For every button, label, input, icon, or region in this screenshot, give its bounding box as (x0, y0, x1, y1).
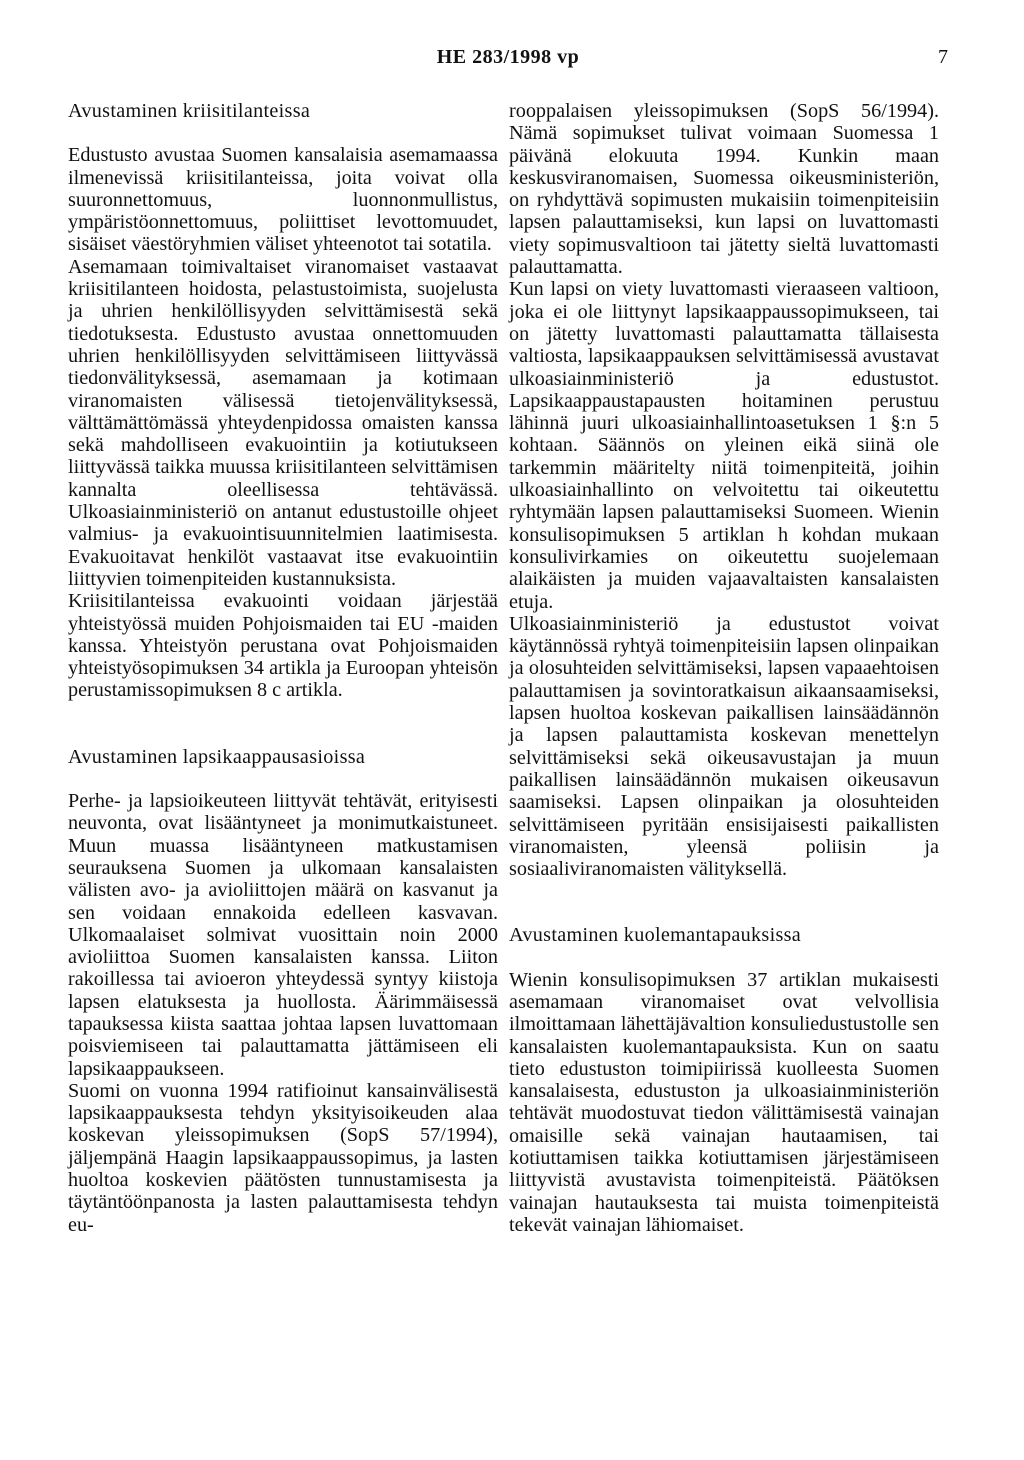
section-heading-crisis: Avustaminen kriisitilanteissa (68, 100, 311, 122)
document-reference: HE 283/1998 vp (436, 46, 580, 68)
paragraph: Kun lapsi on viety luvattomasti vieraaseen valtioon, joka ei ole liittynyt lapsikaappaussopimukseen, tai on jätetty luvattomasti palauttamatta tällaisesta valtiosta, lapsikaappauksen selvittämisessä avustavat ulkoasiainministeriö ja edustustot. Lapsikaappaustapausten hoitaminen perustuu lähinnä juuri ulkoasiainhallintoasetuksen 1 §:n 5 kohtaan. Säännös on yleinen eikä siinä ole tarkemmin määritelty niitä toimenpiteitä, joihin ulkoasiainhallinto on velvoitettu tai oikeutettu ryhtymään lapsen palauttamiseksi Suomeen. Wienin konsulisopimuksen 5 artiklan h kohdan mukaan konsulivirkamies on oikeutettu suojelemaan alaikäisten ja muiden vajaavaltaisten kansalaisten etuja. (509, 278, 939, 613)
left-column (68, 100, 498, 1236)
paragraph: Suomi on vuonna 1994 ratifioinut kansainvälisestä lapsikaappauksesta tehdyn yksityisoikeuden alaa koskevan yleissopimuksen (SopS 57/1994), jäljempänä Haagin lapsikaappaussopimus, ja lasten huoltoa koskevien päätösten tunnustamisesta ja täytäntöönpanosta ja lasten palauttamisesta tehdyn eu- (68, 1079, 498, 1236)
section-heading-child-abduction: Avustaminen lapsikaappausasioissa (68, 745, 366, 768)
section-heading-deaths: Avustaminen kuolemantapauksissa (509, 924, 802, 947)
paragraph: rooppalaisen yleissopimuksen (SopS 56/1994). Nämä sopimukset tulivat voimaan Suomessa 1 päivänä elokuuta 1994. Kunkin maan keskusviranomaisen, Suomessa oikeusministeriön, on ryhdyttävä sopimusten mukaisiin toimenpiteisiin lapsen palauttamiseksi, kun lapsi on luvattomasti viety sopimusvaltioon tai jätetty sieltä luvattomasti palauttamatta. (509, 100, 939, 279)
paragraph: Edustusto avustaa Suomen kansalaisia asemamaassa ilmenevissä kriisitilanteissa, joita voivat olla suuronnettomuus, luonnonmullistus, ympäristöonnettomuus, poliittiset levottomuudet, sisäiset väestöryhmien väliset yhteenotot tai sotatila. (68, 144, 498, 256)
page-header (68, 46, 948, 76)
right-column (509, 100, 939, 1236)
page-number: 7 (938, 46, 948, 68)
paragraph: Ulkoasiainministeriö ja edustustot voivat käytännössä ryhtyä toimenpiteisiin lapsen olinpaikan ja olosuhteiden selvittämiseksi, lapsen vapaaehtoisen palauttamisen ja sovintoratkaisun aikaansaamiseksi, lapsen huoltoa koskevan paikallisen lainsäädännön ja lapsen palauttamista koskevan menettelyn selvittämiseksi sekä oikeusavustajan ja muun paikallisen lainsäädännön mukaisen oikeusavun saamiseksi. Lapsen olinpaikan ja olosuhteiden selvittämiseen pyritään ensisijaisesti paikallisten viranomaisten, yleensä poliisin ja sosiaaliviranomaisten välityksellä. (509, 612, 939, 881)
paragraph: Wienin konsulisopimuksen 37 artiklan mukaisesti asemamaan viranomaiset ovat velvollisia ilmoittamaan lähettäjävaltion konsuliedustustolle sen kansalaisten kuolemantapauksista. Kun on saatu tieto edustuston toimipiirissä kuolleesta Suomen kansalaisesta, edustuston ja ulkoasiainministeriön tehtävät muodostuvat tiedon välittämisestä vainajan omaisille sekä vainajan hautaamisen, tai kotiuttamisen taikka kotiuttamisen järjestämiseen liittyvistä avustavista toimenpiteistä. Päätöksen vainajan hautauksesta tai muista toimenpiteistä tekevät vainajan lähiomaiset. (509, 968, 939, 1236)
paragraph: Kriisitilanteissa evakuointi voidaan järjestää yhteistyössä muiden Pohjoismaiden tai EU -maiden kanssa. Yhteistyön perustana ovat Pohjoismaiden yhteistyösopimuksen 34 artikla ja Euroopan yhteisön perustamissopimuksen 8 c artikla. (68, 590, 498, 702)
paragraph: Asemamaan toimivaltaiset viranomaiset vastaavat kriisitilanteen hoidosta, pelastustoimista, suojelusta ja uhrien henkilöllisyyden selvittämisestä sekä tiedotuksesta. Edustusto avustaa onnettomuuden uhrien henkilöllisyyden selvittämiseen liittyvässä tiedonvälityksessä, asemamaan ja kotimaan viranomaisten välisessä tietojenvälityksessä, välttämättömässä yhteydenpidossa omaisten kanssa sekä mahdolliseen evakuointiin ja kotiutukseen liittyvässä taikka muussa kriisitilanteen selvittämisen kannalta oleellisessa tehtävässä. Ulkoasiainministeriö on antanut edustustoille ohjeet valmius- ja evakuointisuunnitelmien laatimisesta. Evakuoitavat henkilöt vastaavat itse evakuointiin liittyvien toimenpiteiden kustannuksista. (68, 255, 498, 590)
paragraph: Perhe- ja lapsioikeuteen liittyvät tehtävät, erityisesti neuvonta, ovat lisääntyneet ja monimutkaistuneet. Muun muassa lisääntyneen matkustamisen seurauksena Suomen ja ulkomaan kansalaisten välisten avo- ja avioliittojen määrä on kasvanut ja sen voidaan ennakoida edelleen kasvavan. Ulkomaalaiset solmivat vuosittain noin 2000 avioliittoa Suomen kansalaisten kanssa. Liiton rakoillessa tai avioeron yhteydessä syntyy kiistoja lapsen elatuksesta ja huollosta. Äärimmäisessä tapauksessa kiista saattaa johtaa lapsen luvattomaan poisviemiseen tai palauttamatta jättämiseen eli lapsikaappaukseen. (68, 790, 498, 1080)
